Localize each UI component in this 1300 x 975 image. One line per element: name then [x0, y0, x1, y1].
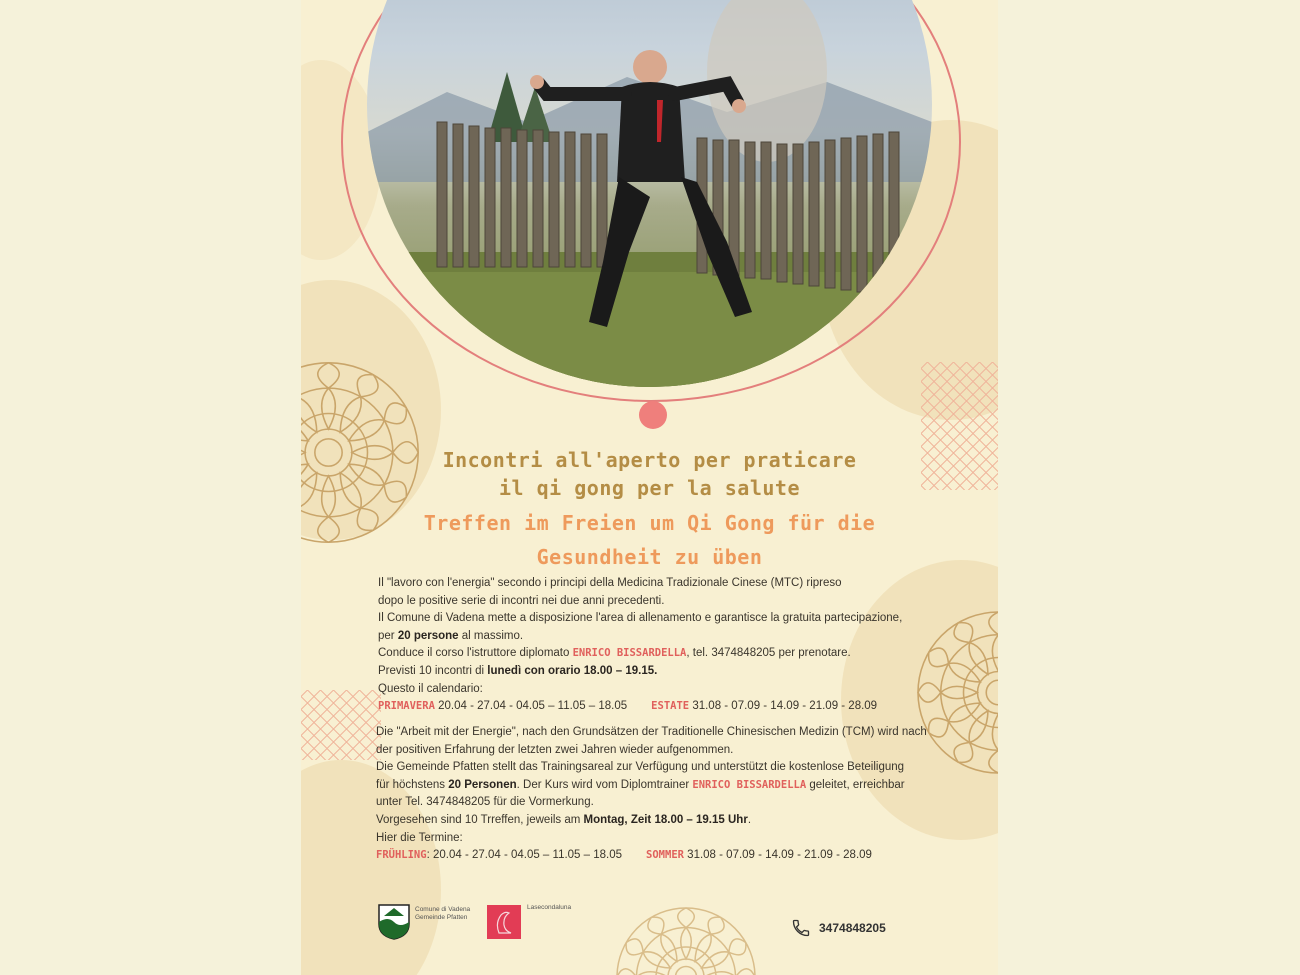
it-instructor-name: ENRICO BISSARDELLA: [572, 647, 687, 660]
lasecondaluna-logo-icon: [487, 905, 521, 939]
poster: [301, 0, 998, 975]
title-italian: [301, 446, 998, 502]
de-text: .: [747, 813, 752, 826]
partner-logo-text: Lasecondaluna: [527, 904, 572, 911]
it-line-7: Questo il calendario:: [378, 682, 483, 695]
it-calendar: [378, 698, 902, 716]
de-participants: 20 Personen: [448, 778, 517, 791]
it-line-1: Il "lavoro con l'energia" secondo i principi della Medicina Tradizionale Cinese (MTC) ripreso: [378, 577, 842, 589]
de-line-6: [376, 812, 927, 830]
it-text: per: [378, 629, 398, 642]
it-line-6: [378, 663, 902, 681]
de-instructor-name: ENRICO BISSARDELLA: [692, 778, 807, 791]
it-text: al massimo.: [458, 629, 524, 642]
it-participants: 20 persone: [397, 629, 459, 642]
de-summer-label: SOMMER: [646, 849, 684, 862]
it-text: , tel. 3474848205 per prenotare.: [686, 647, 851, 660]
de-spring-dates: : 20.04 - 27.04 - 04.05 – 11.05 – 18.05: [426, 849, 623, 862]
de-text: geleitet, erreichbar: [806, 778, 905, 791]
de-line-3: Die Gemeinde Pfatten stellt das Trainingsareal zur Verfügung und unterstützt die kostenlose Beteiligung: [376, 761, 905, 774]
vadena-logo-text: [415, 906, 470, 922]
italian-description: [378, 575, 902, 716]
it-line-5: [378, 645, 902, 663]
de-summer-dates: 31.08 - 07.09 - 14.09 - 21.09 - 28.09: [687, 849, 872, 862]
title-italian-line-2: il qi gong per la salute: [499, 476, 800, 500]
de-line-4: [376, 777, 927, 795]
de-line-2: der positiven Erfahrung der letzten zwei Jahren wieder aufgenommen.: [376, 743, 734, 756]
de-line-7: Hier die Termine:: [376, 831, 463, 844]
mandala-bottom-ornament: [611, 902, 761, 975]
de-text: . Der Kurs wird vom Diplomtrainer: [516, 778, 693, 791]
de-line-5: unter Tel. 3474848205 für die Vormerkung.: [376, 796, 594, 809]
vadena-name-it: Comune di Vadena: [415, 906, 471, 913]
vadena-coat-of-arms-icon: [378, 904, 410, 940]
de-spring-label: FRÜHLING: [376, 849, 427, 862]
it-line-3: Il Comune di Vadena mette a disposizione l'area di allenamento e garantisce la gratuita partecipazione,: [378, 612, 903, 625]
it-spring-dates: 20.04 - 27.04 - 04.05 – 11.05 – 18.05: [438, 700, 628, 713]
it-line-4: [378, 628, 902, 646]
de-text: Vorgesehen sind 10 Trreffen, jeweils am: [376, 813, 584, 826]
title-italian-line-1: Incontri all'aperto per praticare: [442, 448, 857, 472]
title-german-line-1: Treffen im Freien um Qi Gong für die: [423, 511, 876, 535]
it-text: Previsti 10 incontri di: [378, 664, 488, 677]
it-line-2: dopo le positive serie di incontri nei due anni precedenti.: [378, 594, 665, 607]
decorative-dot: [639, 401, 667, 429]
phone-number: 3474848205: [819, 921, 886, 935]
de-line-1: Die "Arbeit mit der Energie", nach den Grundsätzen der Traditionelle Chinesischen Medizin (TCM) wird nach: [376, 726, 927, 738]
it-schedule: lunedì con orario 18.00 – 19.15.: [487, 664, 658, 677]
it-spring-label: PRIMAVERA: [378, 700, 435, 713]
title-german-line-2: Gesundheit zu üben: [536, 545, 763, 569]
contact-phone[interactable]: [791, 918, 886, 938]
it-text: Conduce il corso l'istruttore diplomato: [378, 647, 573, 660]
de-schedule: Montag, Zeit 18.00 – 19.15 Uhr: [583, 813, 748, 826]
pattern-square-left: [301, 690, 381, 760]
it-summer-label: ESTATE: [651, 700, 690, 713]
phone-icon: [791, 918, 811, 938]
it-summer-dates: 31.08 - 07.09 - 14.09 - 21.09 - 28.09: [692, 700, 878, 713]
de-calendar: [376, 847, 927, 865]
german-description: [376, 724, 927, 865]
vadena-name-de: Gemeinde Pfatten: [415, 914, 468, 921]
title-german: [301, 506, 998, 574]
de-text: für höchstens: [376, 778, 449, 791]
